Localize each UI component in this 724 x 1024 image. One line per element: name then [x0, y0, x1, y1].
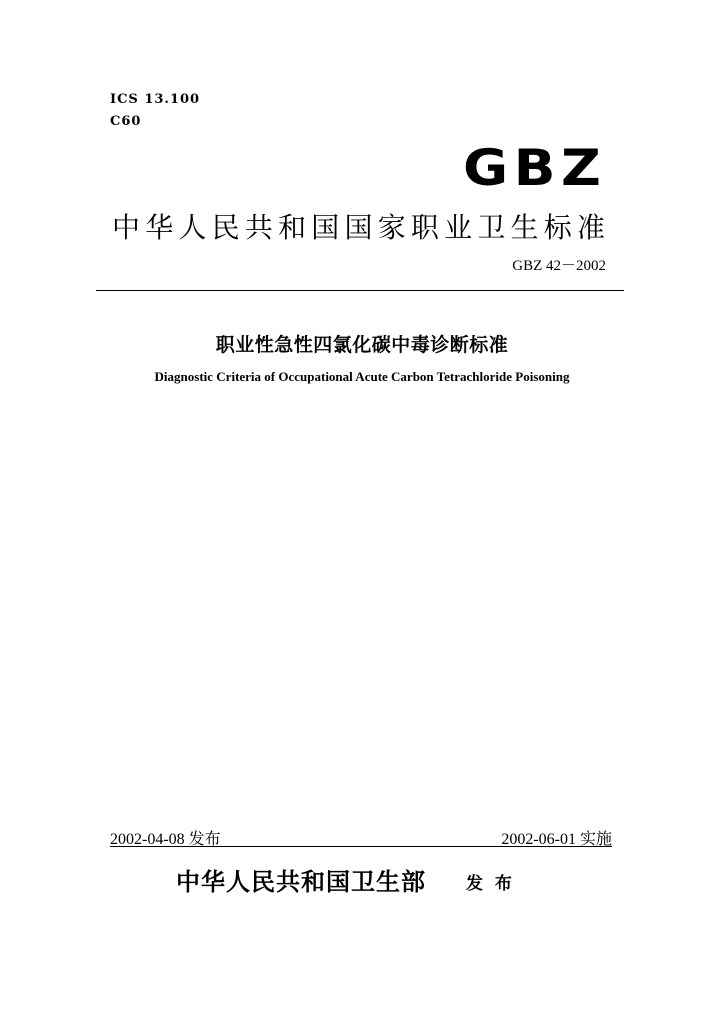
standard-number: GBZ 42－2002	[512, 258, 606, 274]
footer-divider	[110, 846, 612, 847]
implementation-date: 2002-06-01 实施	[501, 831, 612, 848]
ccs-code: C60	[110, 114, 142, 129]
document-title-chinese: 职业性急性四氯化碳中毒诊断标准	[215, 334, 509, 356]
issue-date: 2002-04-08 发布	[110, 831, 221, 848]
standard-category-title: 中华人民共和国国家职业卫生标准	[112, 211, 606, 244]
issuing-authority: 中华人民共和国卫生部	[176, 868, 426, 896]
ics-code: ICS 13.100	[110, 92, 201, 107]
publish-label: 发 布	[466, 874, 512, 894]
header-divider	[96, 290, 624, 291]
gbz-logo: GBZ	[462, 139, 606, 197]
document-title-english: Diagnostic Criteria of Occupational Acute Carbon Tetrachloride Poisoning	[154, 369, 570, 384]
